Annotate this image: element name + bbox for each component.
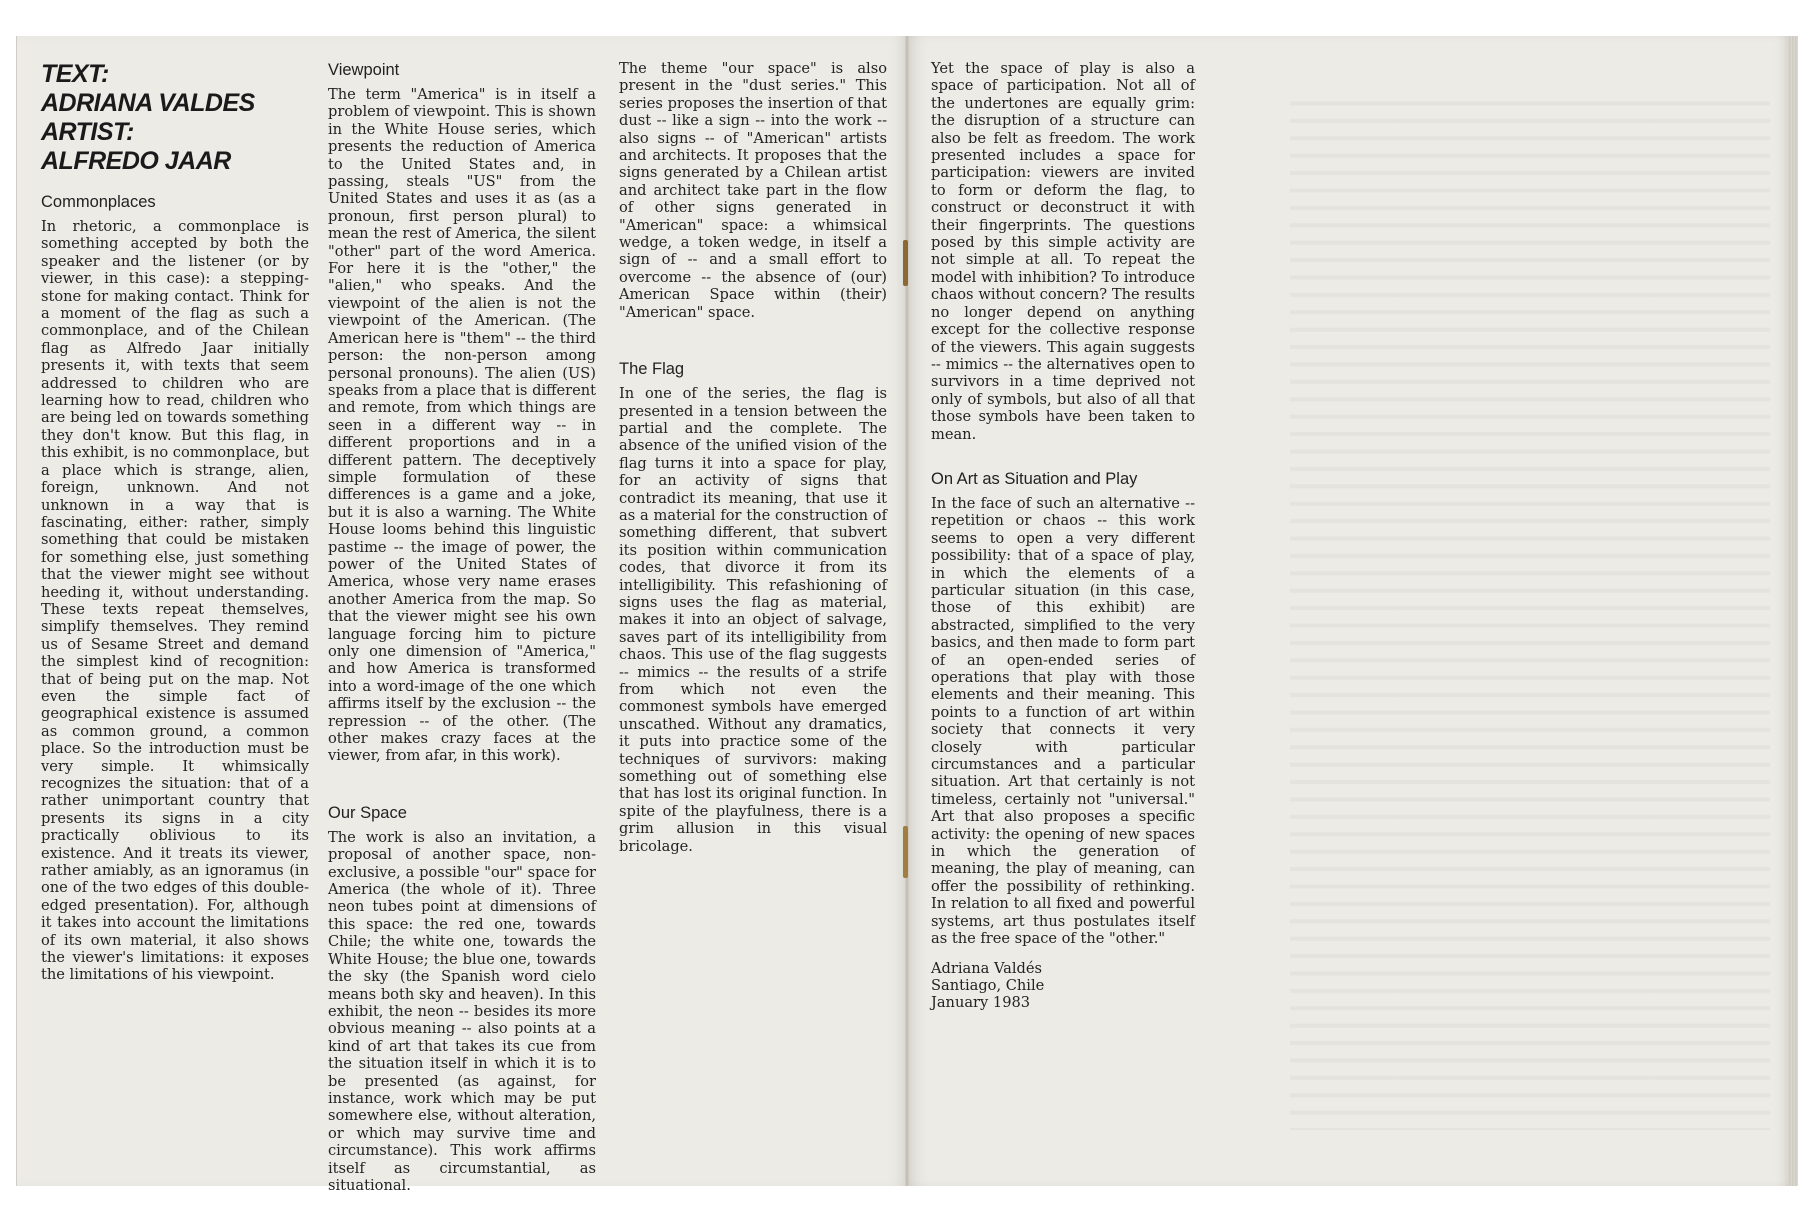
article-title (41, 60, 309, 176)
column-3 (619, 60, 887, 855)
gutter-fold (905, 36, 909, 1186)
commonplaces-text: In rhetoric, a commonplace is something accepted by both the speaker and the listener (or by viewer, in this case): a stepping-stone for making contact. Think for a moment of the flag as such a commonplace, and of the Chilean flag as Alfredo Jaar initially presents it, with texts that seem addressed to children who are learning how to read, children who are being led on towards something they don't know. But this flag, in this exhibit, is no commonplace, but a place which is strange, alien, foreign, unknown. And not unknown in a way that is fascinating, either: rather, simply something that could be mistaken for something else, just something that the viewer might see without heeding it, without understanding. These texts repeat themselves, simplify themselves. They remind us of Sesame Street and demand the simplest kind of recognition: that of being put on the map. Not even the simple fact of geographical existence is assumed as common ground, a common place. So the introduction must be very simple. It whimsically recognizes the situation: that of a rather unimportant country that presents its signs in a city practically oblivious to its existence. And it treats its viewer, rather amiably, as an ignoramus (in one of the two edges of this double-edged presentation). For, although it takes into account the limitations of its own material, it also shows the viewer's limitations: it exposes the limitations of his viewpoint. (41, 218, 309, 984)
show-through-text (1290, 90, 1770, 1130)
page-edges (1788, 36, 1798, 1186)
signature-place: Santiago, Chile (931, 976, 1045, 994)
section-heading-art-as-play: On Art as Situation and Play (931, 469, 1138, 488)
viewpoint-text: The term "America" is in itself a problem of viewpoint. This is shown in the White House series, which presents the reduction of America to the United States and, in passing, steals "US" from the United States and uses it as (as a pronoun, first person plural) to mean the rest of America, the silent "other" part of the word America. For here it is the "other," the "alien," who speaks. And the viewpoint of the alien is not the viewpoint of the American. (The American here is "them" -- the third person: the non-person among personal pronouns). The alien (US) speaks from a place that is different and remote, from which things are seen in a different way -- in different proportions and in a different pattern. The deceptively simple formulation of these differences is a game and a joke, but it is also a warning. The White House looms behind this linguistic pastime -- the image of power, the power of the United States of America, whose very name erases another America from the map. So that the viewer might see his own language forcing him to picture only one dimension of "America," and how America is transformed into a word-image of the one which affirms itself by the exclusion -- the repression -- of the other. (The other makes crazy faces at the viewer, from afar, in this work). (328, 86, 596, 765)
our-space-text-continued: The theme "our space" is also present in the "dust series." This series proposes the insertion of that dust -- like a sign -- into the work -- also signs -- of "American" artists and architects. It proposes that the signs generated by a Chilean artist and architect take part in the flow of other signs generated in "American" space: a whimsical wedge, a token wedge, in itself a sign of -- and a small effort to overcome -- the absence of (our) American Space within (their) "American" space. (619, 60, 887, 321)
title-line: ARTIST: (41, 118, 134, 146)
the-flag-text-continued: Yet the space of play is also a space of participation. Not all of the undertones are equally grim: the disruption of a structure can also be felt as freedom. The work presented includes a space for participation: viewers are invited to form or deform the flag, to construct or deconstruct it with their fingerprints. The questions posed by this simple activity are not simple at all. To repeat the model with inhibition? To introduce chaos without concern? The results no longer depend on anything except for the collective response of the viewers. This again suggests -- mimics -- the alternatives open to survivors in a time deprived not only of symbols, but also of all that those symbols have been taken to mean. (931, 60, 1195, 443)
section-heading-commonplaces: Commonplaces (41, 193, 156, 211)
the-flag-text: In one of the series, the flag is presented in a tension between the partial and the complete. The absence of the unified vision of the flag turns it into a space for play, for an activity of signs that contradict its meaning, that use it as a material for the construction of something different, that subvert its position within communication codes, that divorce it from its intelligibility. This refashioning of signs uses the flag as material, makes it into an object of salvage, saves part of its intelligibility from chaos. This use of the flag suggests -- mimics -- the results of a strife from which not even the commonest symbols have emerged unscathed. Without any dramatics, it puts into practice some of the techniques of survivors: making something out of something else that has lost its original function. In spite of the playfulness, there is a grim allusion in this visual bricolage. (619, 385, 887, 855)
section-heading-viewpoint: Viewpoint (328, 61, 400, 79)
title-line: ALFREDO JAAR (41, 147, 231, 175)
column-1 (41, 60, 309, 984)
our-space-text: The work is also an invitation, a proposal of another space, non-exclusive, a possible "our" space for America (the whole of it). Three neon tubes point at dimensions of this space: the red one, towards Chile; the white one, towards the White House; the blue one, towards the sky (the Spanish word cielo means both sky and heaven). In this exhibit, the neon -- besides its more obvious meaning -- also points at a kind of art that takes its cue from the situation itself in which it is to be presented (as against, for instance, work which may be put somewhere else, without alteration, or which may survive time and circumstance). This work affirms itself as circumstantial, as situational. (328, 828, 596, 1194)
section-heading-the-flag: The Flag (619, 360, 685, 379)
column-2 (328, 60, 596, 1194)
staple-bottom (903, 826, 908, 878)
art-as-play-text: In the face of such an alternative -- repetition or chaos -- this work seems to open a very different possibility: that of a space of play, in which the elements of a particular situation (in this case, those of this exhibit) are abstracted, simplified to the very basics, and then made to form part of an open-ended series of operations that play with those elements and their meaning. This points to a function of art within society that connects it very closely with particular circumstances and a particular situation. Art that certainly is not timeless, certainly not "universal." Art that also proposes a specific activity: the opening of new spaces in which the generation of meaning, the play of meaning, can offer the possibility of rethinking. In relation to all fixed and powerful systems, art thus postulates itself as the free space of the "other." (931, 494, 1195, 948)
title-line: ADRIANA VALDES (41, 89, 255, 117)
signature-name: Adriana Valdés (931, 959, 1042, 977)
title-line: TEXT: (41, 60, 109, 88)
column-4 (931, 60, 1195, 1012)
section-heading-our-space: Our Space (328, 803, 407, 822)
signature-date: January 1983 (931, 994, 1031, 1012)
staple-top (903, 240, 908, 286)
